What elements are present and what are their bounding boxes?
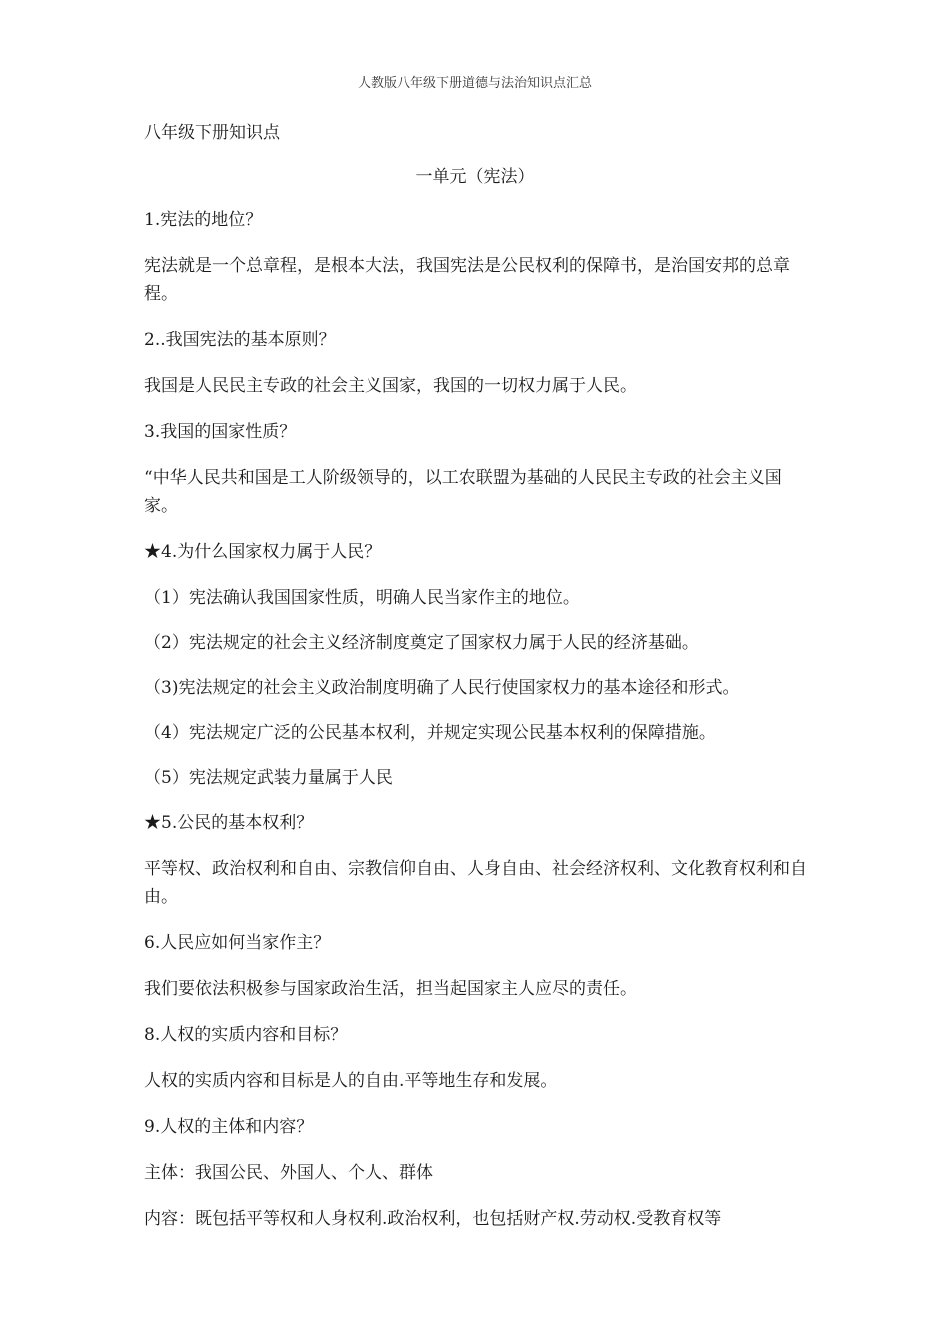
question-heading: 9.人权的主体和内容？ (144, 1117, 314, 1137)
list-item: （2）宪法规定的社会主义经济制度奠定了国家权力属于人民的经济基础。 (144, 633, 699, 653)
unit-heading: 一单元（宪法） (415, 167, 535, 187)
answer-paragraph: 内容：既包括平等权和人身权利.政治权利，也包括财产权.劳动权.受教育权等 (144, 1209, 722, 1229)
question-heading: ★4.为什么国家权力属于人民？ (144, 542, 382, 562)
page-title: 八年级下册知识点 (144, 123, 280, 143)
document-body (144, 206, 808, 1251)
answer-paragraph: 平等权、政治权利和自由、宗教信仰自由、人身自由、社会经济权利、文化教育权利和自由。 (144, 859, 807, 907)
answer-paragraph: 我国是人民民主专政的社会主义国家，我国的一切权力属于人民。 (144, 376, 637, 396)
list-item: （3)宪法规定的社会主义政治制度明确了人民行使国家权力的基本途径和形式。 (144, 678, 740, 698)
question-heading: 6.人民应如何当家作主？ (144, 933, 331, 953)
answer-paragraph: “中华人民共和国是工人阶级领导的，以工农联盟为基础的人民民主专政的社会主义国家。 (144, 468, 782, 516)
page-header: 人教版八年级下册道德与法治知识点汇总 (357, 76, 592, 91)
list-item: （5）宪法规定武装力量属于人民 (144, 768, 393, 788)
answer-paragraph: 宪法就是一个总章程，是根本大法，我国宪法是公民权利的保障书，是治国安邦的总章程。 (144, 256, 790, 304)
answer-paragraph: 我们要依法积极参与国家政治生活，担当起国家主人应尽的责任。 (144, 979, 637, 999)
answer-paragraph: 人权的实质内容和目标是人的自由.平等地生存和发展。 (144, 1071, 558, 1091)
list-item: （4）宪法规定广泛的公民基本权利，并规定实现公民基本权利的保障措施。 (144, 723, 716, 743)
answer-paragraph: 主体：我国公民、外国人、个人、群体 (144, 1163, 433, 1183)
question-heading: ★5.公民的基本权利？ (144, 813, 314, 833)
list-item: （1）宪法确认我国国家性质，明确人民当家作主的地位。 (144, 588, 580, 608)
question-heading: 1.宪法的地位？ (144, 210, 263, 230)
question-heading: 3.我国的国家性质？ (144, 422, 297, 442)
question-heading: 8.人权的实质内容和目标？ (144, 1025, 348, 1045)
question-heading: 2..我国宪法的基本原则？ (144, 330, 336, 350)
